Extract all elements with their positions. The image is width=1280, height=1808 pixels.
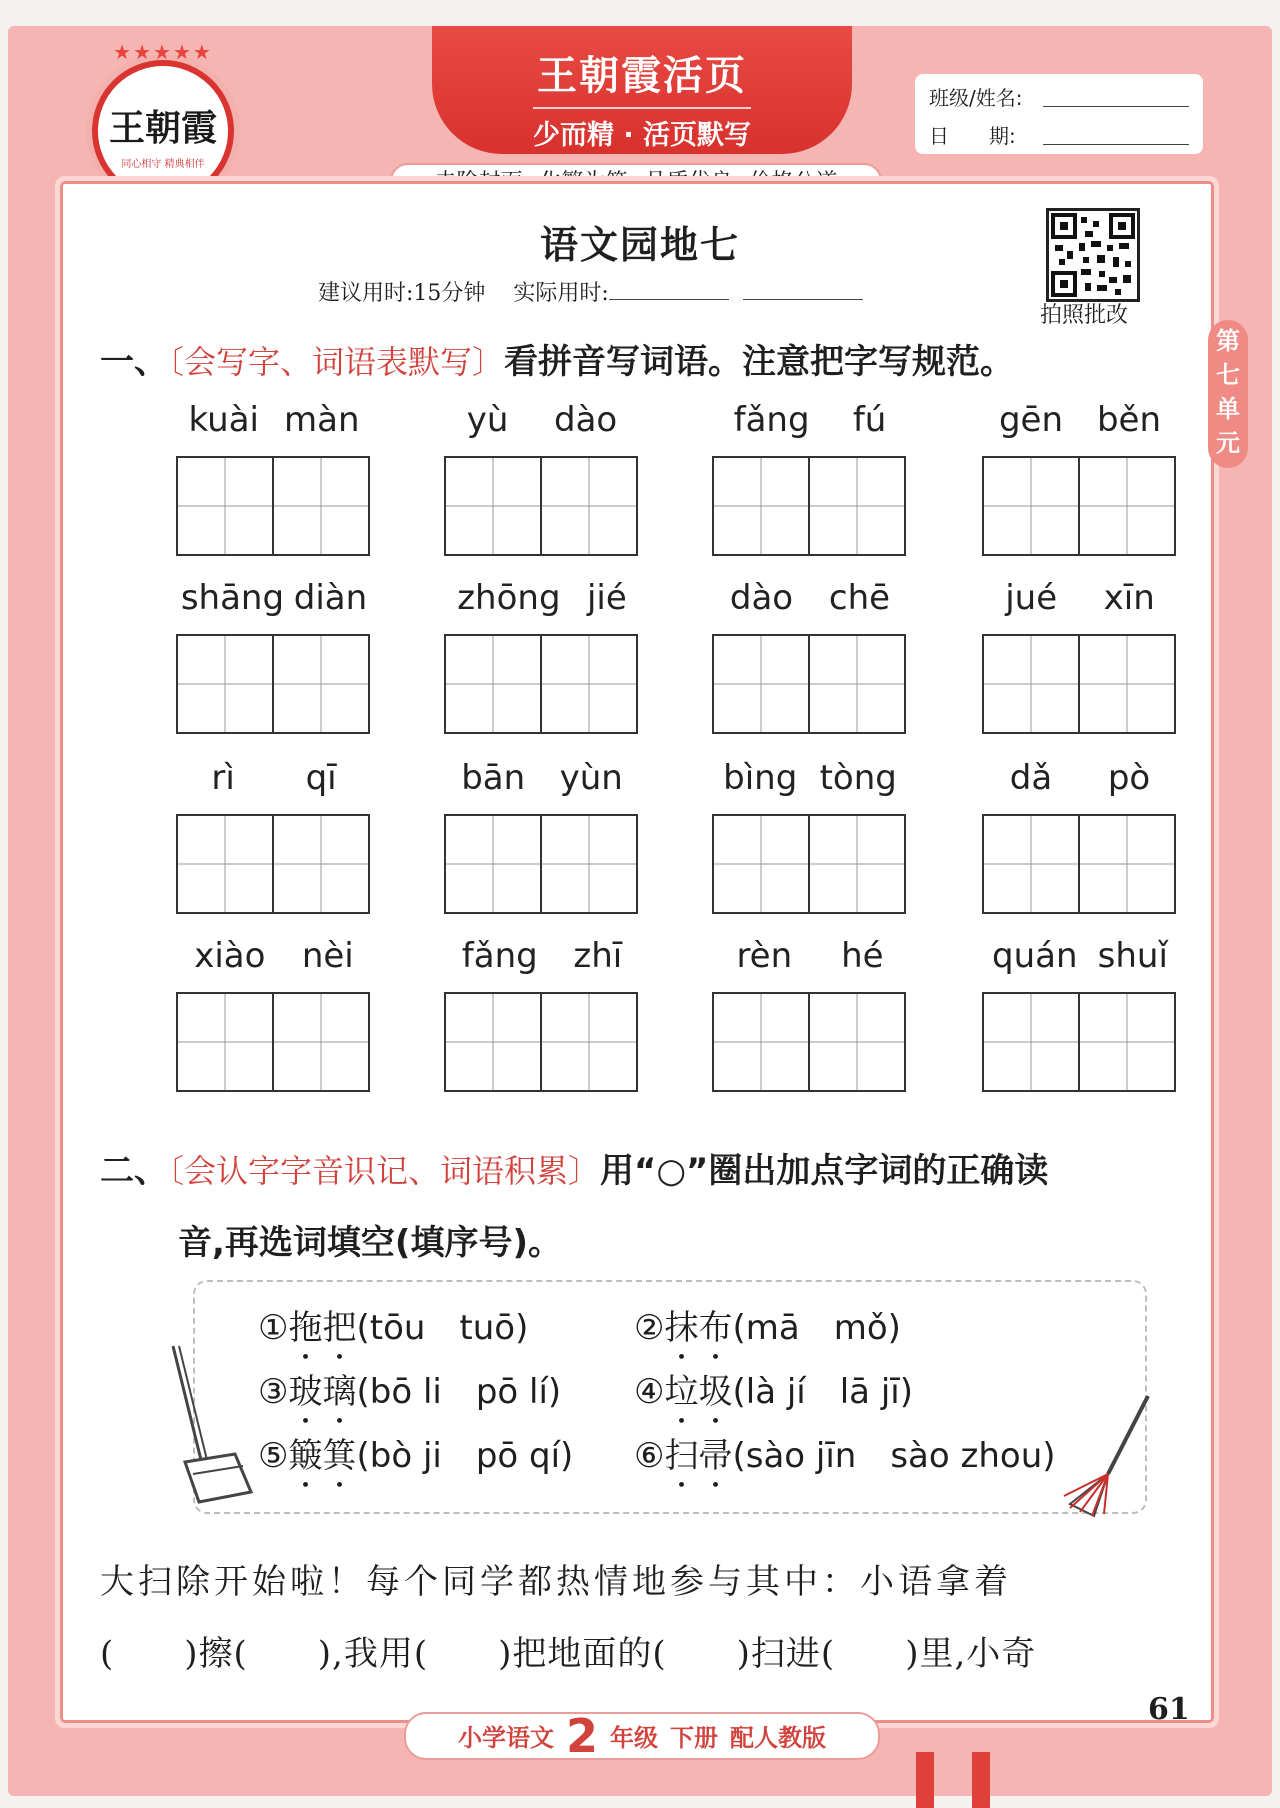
writing-boxes [982,992,1176,1092]
header-banner [432,26,852,154]
brand-title: 王朝霞活页 [537,52,747,99]
fill-in-paragraph-line-2[interactable]: ( )擦( ),我用( )把地面的( )扫进( )里,小奇 [100,1634,1037,1674]
class-name-label: 班级/姓名: [929,86,1023,110]
tianzige-box[interactable] [446,636,542,732]
tianzige-box[interactable] [274,636,368,732]
option-number: ③ [258,1372,289,1412]
writing-boxes [176,814,370,914]
tianzige-box[interactable] [178,994,274,1090]
footer-volume: 下册 [670,1724,718,1752]
pinyin-syllable: zhōng [457,578,561,618]
option-word: 垃圾 [664,1372,733,1412]
tianzige-box[interactable] [714,816,810,912]
tianzige-box[interactable] [446,994,542,1090]
pinyin-syllable: bìng [723,758,798,798]
option-number: ④ [634,1372,665,1412]
pinyin-syllable: kuài [188,400,259,440]
writing-boxes [712,456,906,556]
tianzige-box[interactable] [984,458,1080,554]
student-info-box [915,74,1203,154]
pinyin-syllable: quán [992,936,1078,976]
pinyin-syllable: jué [1005,578,1058,618]
pinyin-syllable: jié [586,578,627,618]
pinyin-syllable: chē [828,578,891,618]
pinyin-label [982,758,1178,798]
pinyin-label [712,758,908,798]
pinyin-syllable: xiào [194,936,266,976]
pinyin-syllable: fǎng [733,400,810,440]
broom-icon [1050,1392,1160,1522]
pinyin-label [444,578,640,618]
pinyin-label [982,936,1178,976]
tianzige-box[interactable] [542,994,636,1090]
word-option[interactable] [258,1364,561,1432]
option-readings: (bò ji pō qí) [356,1436,574,1476]
tianzige-box[interactable] [1080,994,1174,1090]
writing-boxes [982,634,1176,734]
pinyin-syllable: shāng [180,578,285,618]
tianzige-box[interactable] [984,994,1080,1090]
qr-caption: 拍照批改 [1040,303,1129,328]
option-number: ⑥ [634,1436,665,1476]
writing-boxes [176,992,370,1092]
writing-boxes [712,814,906,914]
unit-side-tab [1208,320,1248,468]
option-readings: (sào jīn sào zhou) [732,1436,1056,1476]
option-number: ⑤ [258,1436,289,1476]
page-title: 语文园地七 [539,223,740,267]
pinyin-label [444,758,640,798]
tianzige-box[interactable] [984,816,1080,912]
footer-edition: 配人教版 [730,1724,826,1752]
pinyin-syllable: běn [1096,400,1162,440]
tianzige-box[interactable] [178,636,274,732]
actual-time-field[interactable] [609,299,729,300]
fill-in-paragraph-line-1: 大扫除开始啦！每个同学都热情地参与其中：小语拿着 [100,1562,1012,1602]
writing-boxes [176,634,370,734]
writing-boxes [444,634,638,734]
pinyin-syllable: zhī [573,936,623,976]
section-1-instruction: 看拼音写词语。注意把字写规范。 [504,342,1015,382]
pinyin-syllable: pò [1107,758,1151,798]
word-option[interactable] [258,1428,573,1496]
section-2-instruction-1: 用“○”圈出加点字词的正确读 [600,1151,1049,1191]
actual-time-label: 实际用时: [513,281,609,306]
section-2-tag: 〔会认字字音识记、词语积累〕 [168,1152,601,1190]
option-readings: (bō li pō lí) [356,1372,562,1412]
option-word: 簸箕 [288,1436,357,1476]
pinyin-syllable: rèn [736,936,793,976]
option-word: 拖把 [288,1308,357,1348]
side-tab-char: 七 [1216,361,1240,389]
pinyin-syllable: dào [553,400,618,440]
writing-boxes [444,814,638,914]
date-label: 日 期: [929,124,1016,148]
tianzige-box[interactable] [178,458,274,554]
class-name-field[interactable] [1043,106,1189,107]
option-number: ① [258,1308,289,1348]
tianzige-box[interactable] [446,816,542,912]
logo-motto: 同心相守 精典相伴 [121,159,205,170]
pinyin-syllable: rì [211,758,235,798]
actual-time-field-2[interactable] [743,299,863,300]
side-tab-char: 元 [1216,429,1240,457]
date-field[interactable] [1043,144,1189,145]
pinyin-syllable: fǎng [461,936,538,976]
pinyin-syllable: qī [305,758,337,798]
pinyin-syllable: hé [841,936,884,976]
pinyin-syllable: tòng [819,758,897,798]
writing-boxes [176,456,370,556]
option-number: ② [634,1308,665,1348]
pinyin-syllable: yùn [559,758,623,798]
pinyin-label [444,936,640,976]
word-option[interactable] [634,1300,901,1368]
logo-text: 王朝霞 [108,107,217,149]
word-option[interactable] [634,1364,913,1432]
option-readings: (mā mǒ) [732,1308,901,1348]
writing-boxes [444,992,638,1092]
option-word: 扫帚 [664,1436,733,1476]
footer-subject: 小学语文 [457,1724,554,1752]
tianzige-box[interactable] [810,816,904,912]
section-1-number: 一、 [100,342,168,382]
pinyin-syllable: shuǐ [1097,936,1168,976]
option-word: 玻璃 [288,1372,357,1412]
footer-grade: 年级 [610,1724,658,1752]
time-line [318,276,863,307]
pinyin-syllable: bān [461,758,526,798]
pinyin-label [982,578,1178,618]
writing-boxes [444,456,638,556]
suggested-time: 建议用时:15分钟 [318,281,486,306]
tianzige-box[interactable] [542,458,636,554]
tianzige-box[interactable] [178,816,274,912]
tianzige-box[interactable] [274,994,368,1090]
pinyin-label [982,400,1178,440]
writing-boxes [712,992,906,1092]
qr-code-icon[interactable] [1046,208,1140,302]
section-1-tag: 〔会写字、词语表默写〕 [168,343,505,381]
brand-slogan: 少而精 · 活页默写 [533,107,751,152]
writing-boxes [712,634,906,734]
tianzige-box[interactable] [810,636,904,732]
pinyin-syllable: gēn [998,400,1064,440]
section-2-instruction-2: 音,再选词填空(填序号)。 [178,1223,562,1263]
tianzige-box[interactable] [714,994,810,1090]
tianzige-box[interactable] [274,458,368,554]
pinyin-label [444,400,640,440]
dustpan-icon [165,1342,255,1512]
tianzige-box[interactable] [810,994,904,1090]
section-2-number: 二、 [100,1151,168,1191]
tianzige-box[interactable] [1080,816,1174,912]
option-readings: (tōu tuō) [356,1308,529,1348]
side-tab-char: 第 [1216,327,1240,355]
tianzige-box[interactable] [714,458,810,554]
footer-grade-number: 2 [565,1709,598,1763]
footer-edition-pill [404,1709,880,1763]
tianzige-box[interactable] [446,458,542,554]
section-1-heading [100,334,1014,383]
tianzige-box[interactable] [714,636,810,732]
pinyin-syllable: diàn [293,578,368,618]
section-2-heading [100,1135,1180,1279]
pinyin-syllable: dào [729,578,794,618]
pinyin-label [712,936,908,976]
logo-stars: ★★★★★ [113,40,213,64]
pinyin-syllable: dǎ [1009,758,1053,798]
writing-boxes [982,814,1176,914]
pinyin-label [176,758,372,798]
option-word: 抹布 [664,1308,733,1348]
pinyin-label [176,400,372,440]
pinyin-label [176,578,372,618]
tianzige-box[interactable] [810,458,904,554]
tianzige-box[interactable] [1080,458,1174,554]
tianzige-box[interactable] [274,816,368,912]
tianzige-box[interactable] [542,816,636,912]
tianzige-box[interactable] [542,636,636,732]
option-readings: (là jí lā jī) [732,1372,913,1412]
side-tab-char: 单 [1216,395,1240,423]
pinyin-syllable: fú [852,400,887,440]
writing-boxes [982,456,1176,556]
pinyin-syllable: màn [283,400,360,440]
pinyin-syllable: yù [466,400,509,440]
tianzige-box[interactable] [984,636,1080,732]
pinyin-syllable: xīn [1103,578,1155,618]
word-option[interactable] [258,1300,528,1368]
page-number: 61 [1148,1692,1190,1727]
pinyin-label [712,400,908,440]
pinyin-label [176,936,372,976]
tianzige-box[interactable] [1080,636,1174,732]
pinyin-label [712,578,908,618]
word-option[interactable] [634,1428,1056,1496]
pinyin-syllable: nèi [301,936,354,976]
